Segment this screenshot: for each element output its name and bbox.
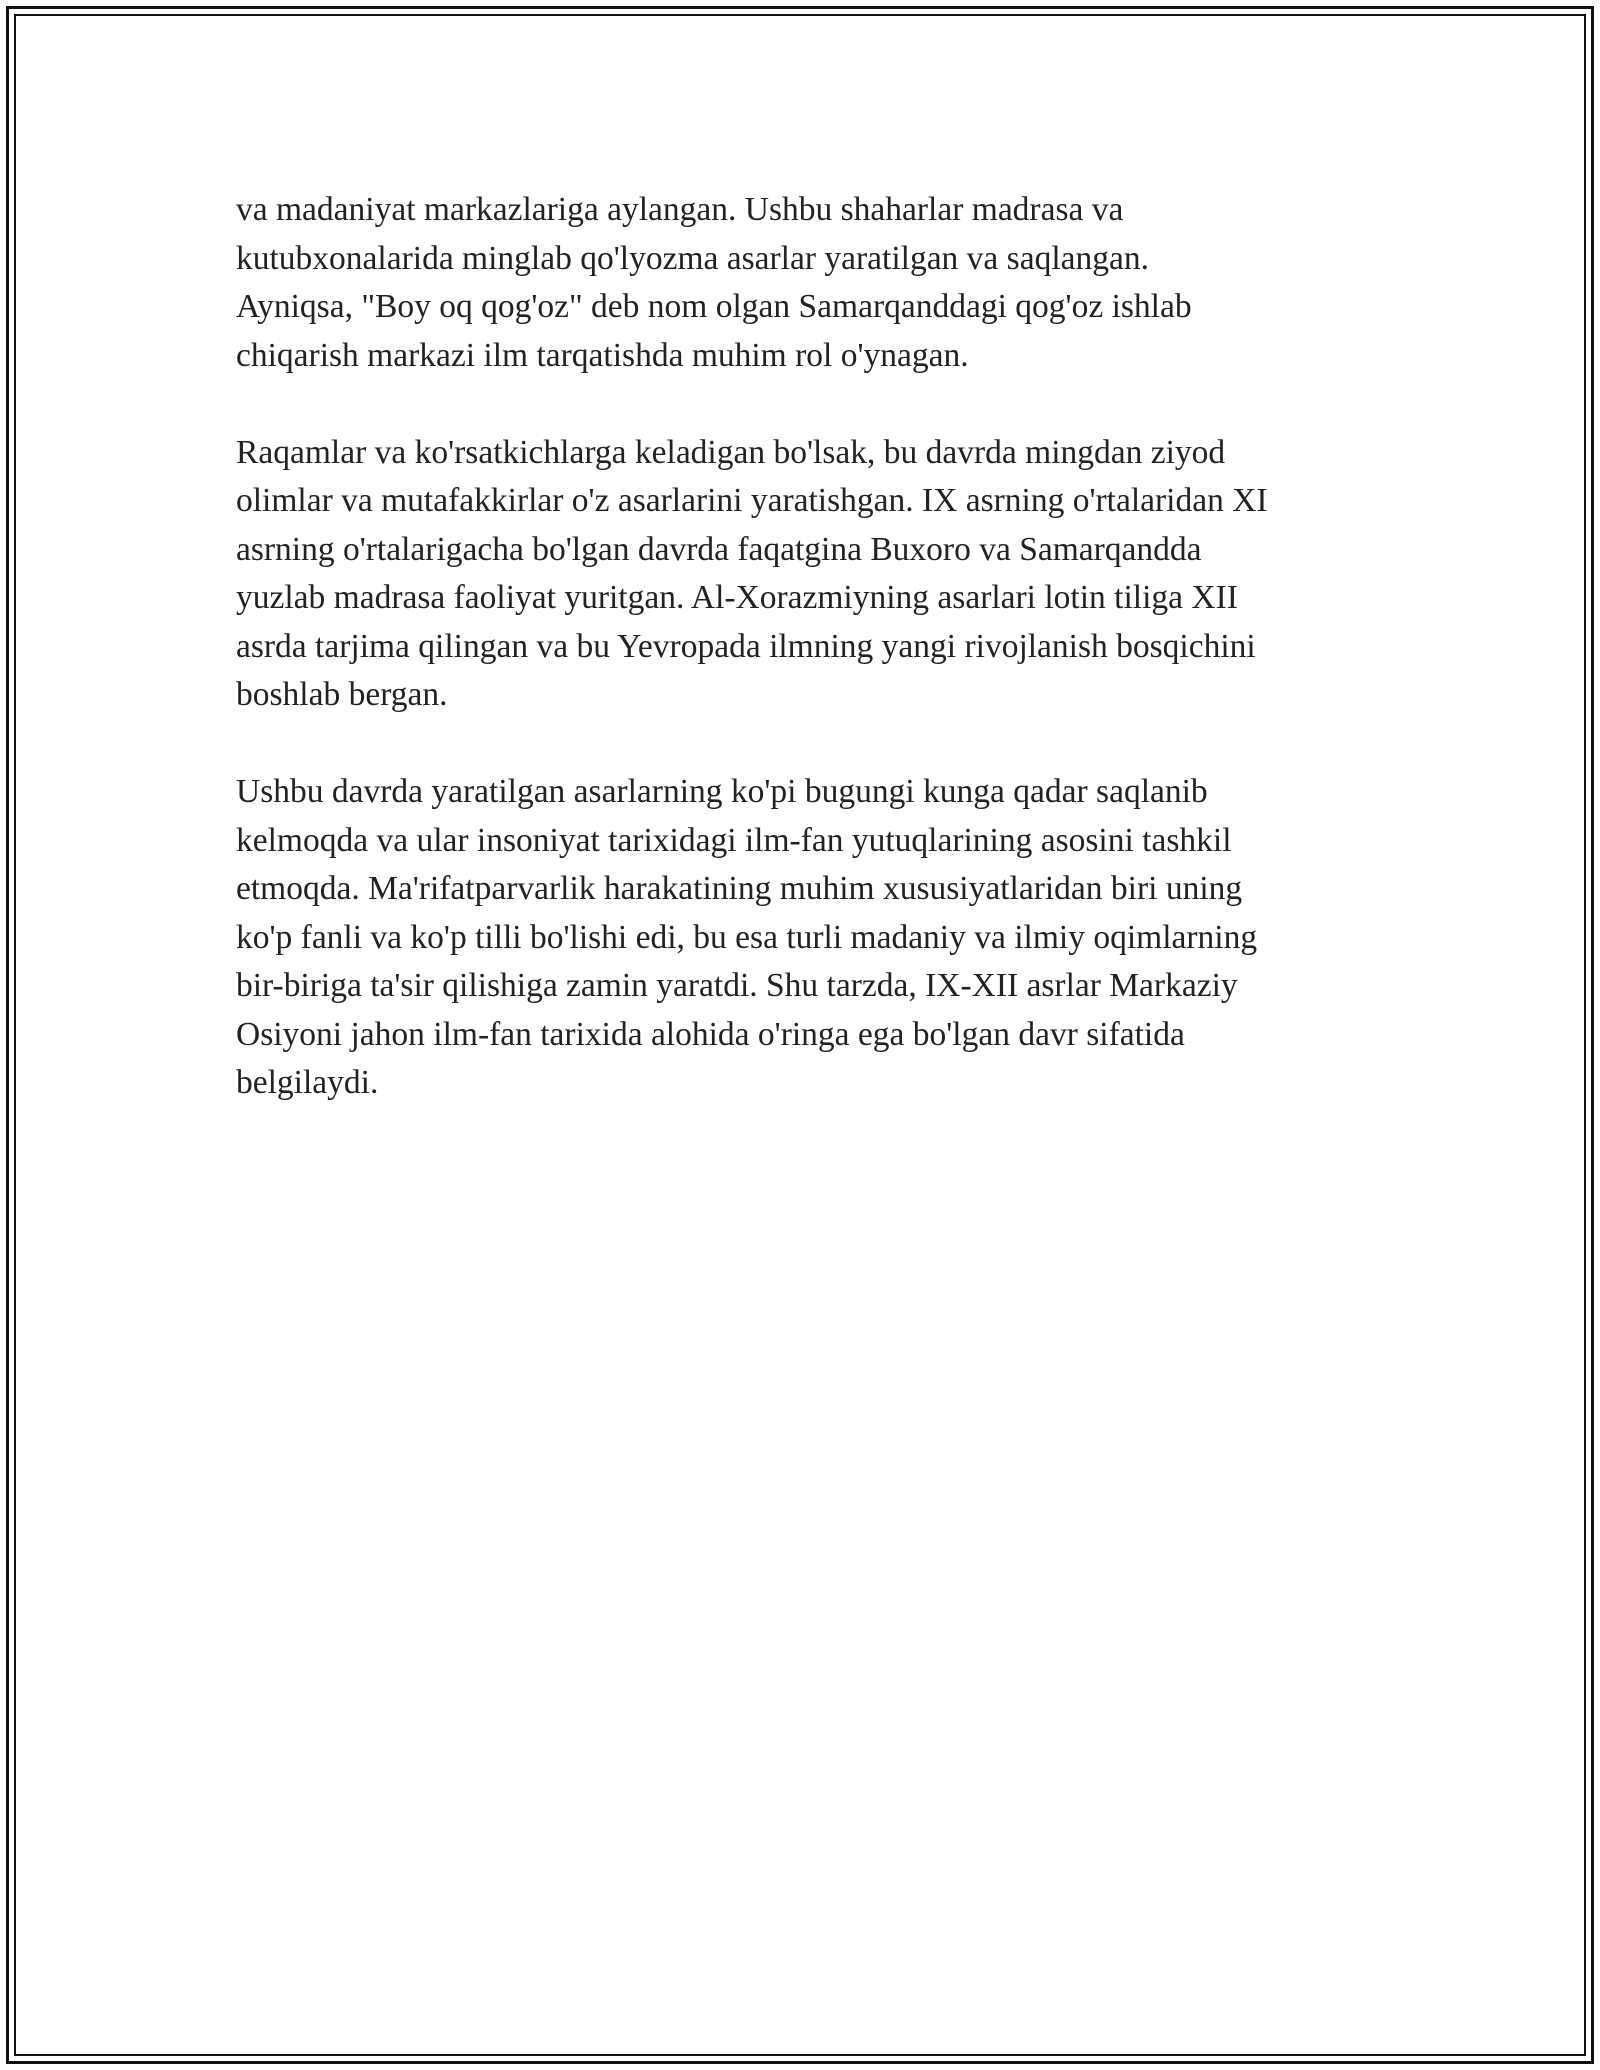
text-line: ko'p fanli va ko'p tilli bo'lishi edi, bu esa turli madaniy va ilmiy oqimlarning xyxy=(236,918,1258,956)
text-line: Ayniqsa, "Boy oq qog'oz" deb nom olgan Samarqanddagi qog'oz ishlab xyxy=(236,288,1192,325)
text-line: bir-biriga ta'sir qilishiga zamin yaratdi. Shu tarzda, IX-XII asrlar Markaziy xyxy=(236,967,1238,1004)
text-line: asrning o'rtalarigacha bo'lgan davrda faqatgina Buxoro va Samarqandda xyxy=(236,530,1202,568)
text-line: kutubxonalarida minglab qo'lyozma asarlar yaratilgan va saqlangan. xyxy=(236,239,1150,277)
text-line: Raqamlar va ko'rsatkichlarga keladigan bo'lsak, bu davrda mingdan ziyod xyxy=(236,433,1226,471)
paragraph-2 xyxy=(236,429,1386,720)
text-line: etmoqda. Ma'rifatparvarlik harakatining muhim xususiyatlaridan biri uning xyxy=(236,870,1243,907)
text-line: asrda tarjima qilingan va bu Yevropada ilmning yangi rivojlanish bosqichini xyxy=(236,627,1256,665)
paragraph-1 xyxy=(236,186,1386,380)
document-body xyxy=(236,186,1386,1156)
text-line: olimlar va mutafakkirlar o'z asarlarini yaratishgan. IX asrning o'rtalaridan XI xyxy=(236,482,1268,519)
text-line: kelmoqda va ular insoniyat tarixidagi ilm-fan yutuqlarining asosini tashkil xyxy=(236,821,1232,859)
paragraph-3 xyxy=(236,768,1386,1108)
text-line: yuzlab madrasa faoliyat yuritgan. Al-Xorazmiyning asarlari lotin tiliga XII xyxy=(236,579,1238,616)
text-line: Osiyoni jahon ilm-fan tarixida alohida o'ringa ega bo'lgan davr sifatida xyxy=(236,1015,1185,1053)
text-line: chiqarish markazi ilm tarqatishda muhim rol o'ynagan. xyxy=(236,336,969,374)
text-line: boshlab bergan. xyxy=(236,676,448,713)
text-line: belgilaydi. xyxy=(236,1064,379,1101)
text-line: va madaniyat markazlariga aylangan. Ushbu shaharlar madrasa va xyxy=(236,191,1124,228)
text-line: Ushbu davrda yaratilgan asarlarning ko'pi bugungi kunga qadar saqlanib xyxy=(236,773,1208,810)
